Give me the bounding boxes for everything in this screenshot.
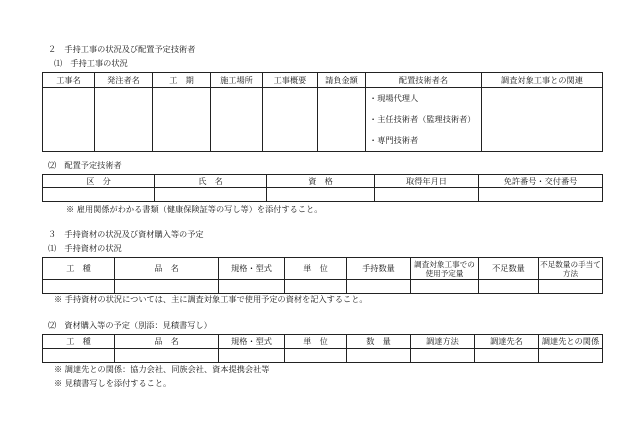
cell-work-type[interactable] — [43, 280, 115, 294]
cell-stock-qty[interactable] — [347, 280, 411, 294]
cell-procurement-method[interactable] — [411, 349, 475, 363]
section2-title: ２ 手持工事の状況及び配置予定技術者 — [48, 44, 196, 54]
col-header-item-name: 品 名 — [115, 258, 219, 280]
staff-site-agent: ・現場代理人 — [369, 93, 419, 103]
col-header-spec: 規格・型式 — [219, 335, 285, 349]
col-header-procurement-method: 調達方法 — [411, 335, 475, 349]
cell-license-number[interactable] — [479, 188, 603, 202]
staff-chief-engineer: ・主任技術者（監理技術者） — [369, 114, 476, 124]
cell-shortage-method[interactable] — [539, 280, 603, 294]
section3-title: ３ 手持資材の状況及び資材購入等の予定 — [48, 229, 204, 239]
cell-acquired-date[interactable] — [375, 188, 479, 202]
col-header-name: 氏 名 — [155, 175, 267, 188]
col-header-location: 施工場所 — [211, 73, 263, 88]
cell-category[interactable] — [43, 188, 155, 202]
col-header-stock-qty: 手持数量 — [347, 258, 411, 280]
col-header-category: 区 分 — [43, 175, 155, 188]
col-header-assigned-engineer: 配置技術者名 — [366, 73, 482, 88]
col-header-work-type: 工 種 — [43, 335, 115, 349]
cell-work-type[interactable] — [43, 349, 115, 363]
current-works-table — [42, 72, 603, 152]
cell-period[interactable] — [153, 88, 211, 152]
cell-location[interactable] — [211, 88, 263, 152]
col-header-work-name: 工事名 — [43, 73, 95, 88]
cell-unit[interactable] — [285, 280, 347, 294]
col-header-unit: 単 位 — [285, 335, 347, 349]
col-header-planned-usage: 調査対象工事での使用予定量 — [411, 258, 479, 280]
cell-supplier-relation[interactable] — [539, 349, 603, 363]
cell-orderer[interactable] — [95, 88, 153, 152]
col-header-acquired-date: 取得年月日 — [375, 175, 479, 188]
planned-engineers-table — [42, 174, 603, 202]
section2-sub2-title: ⑵ 配置予定技術者 — [48, 160, 122, 170]
col-header-shortage: 不足数量 — [479, 258, 539, 280]
cell-quantity[interactable] — [347, 349, 411, 363]
cell-contract-amount[interactable] — [318, 88, 366, 152]
col-header-shortage-method: 不足数量の手当て方法 — [540, 259, 601, 278]
col-header-qualification: 資 格 — [267, 175, 375, 188]
col-header-orderer: 発注者名 — [95, 73, 153, 88]
cell-work-name[interactable] — [43, 88, 95, 152]
staff-specialist: ・専門技術者 — [369, 135, 419, 145]
materials-table — [42, 257, 603, 294]
col-header-spec: 規格・型式 — [219, 258, 285, 280]
cell-name[interactable] — [155, 188, 267, 202]
cell-relation[interactable] — [482, 88, 603, 152]
col-header-supplier-relation: 調達先との関係 — [539, 335, 603, 349]
section3-sub2-note-relation: ※ 調達先との関係：協力会社、同族会社、資本提携会社等 — [54, 364, 270, 374]
col-header-summary: 工事概要 — [263, 73, 318, 88]
section2-sub1-title: ⑴ 手持工事の状況 — [54, 58, 128, 68]
cell-planned-usage[interactable] — [411, 280, 479, 294]
col-header-work-type: 工 種 — [43, 258, 115, 280]
col-header-item-name: 品 名 — [115, 335, 219, 349]
col-header-contract-amount: 請負金額 — [318, 73, 366, 88]
section2-note: ※ 雇用関係がわかる書類（健康保険証等の写し等）を添付すること。 — [66, 204, 323, 214]
col-header-supplier-name: 調達先名 — [475, 335, 539, 349]
cell-spec[interactable] — [219, 280, 285, 294]
cell-spec[interactable] — [219, 349, 285, 363]
purchase-plan-table — [42, 334, 603, 363]
cell-assigned-engineer[interactable] — [366, 88, 482, 152]
col-header-relation: 調査対象工事との関連 — [482, 73, 603, 88]
cell-qualification[interactable] — [267, 188, 375, 202]
cell-item-name[interactable] — [115, 280, 219, 294]
section3-sub1-note: ※ 手持資材の状況については、主に調査対象工事で使用予定の資材を記入すること。 — [54, 294, 368, 304]
cell-summary[interactable] — [263, 88, 318, 152]
col-header-period: 工 期 — [153, 73, 211, 88]
cell-supplier-name[interactable] — [475, 349, 539, 363]
col-header-license-number: 免許番号・交付番号 — [479, 175, 603, 188]
section3-sub2-note-estimate: ※ 見積書写しを添付すること。 — [54, 378, 172, 388]
col-header-unit: 単 位 — [285, 258, 347, 280]
section3-sub1-title: ⑴ 手持資材の状況 — [48, 243, 122, 253]
cell-shortage[interactable] — [479, 280, 539, 294]
cell-item-name[interactable] — [115, 349, 219, 363]
col-header-quantity: 数 量 — [347, 335, 411, 349]
cell-unit[interactable] — [285, 349, 347, 363]
section3-sub2-title: ⑵ 資材購入等の予定（別添：見積書写し） — [48, 320, 212, 330]
